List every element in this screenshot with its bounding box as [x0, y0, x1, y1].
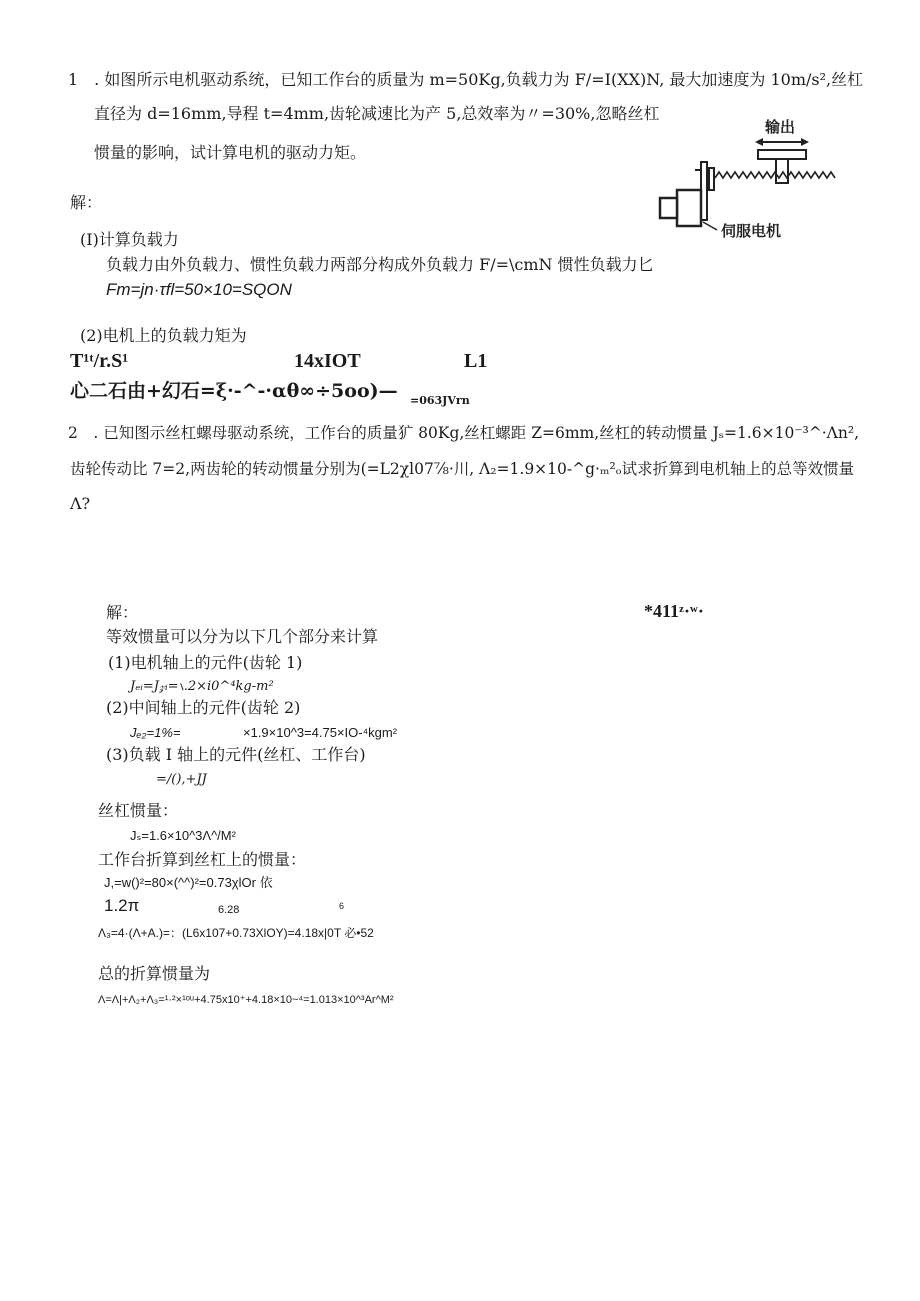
problem2-part1-formula: Jₑᵢ=J𝓏ᵢ=∖.2×i0^⁴kg-m² [130, 679, 274, 694]
problem2-screw-formula: Jₛ=1.6×10^3Λ^/M² [130, 828, 236, 843]
problem2-part2-formula-b: ×1.9×10^3=4.75×IO-⁴kgm² [243, 725, 398, 740]
problem2-line1: 2 . 已知图示丝杠螺母驱动系统，工作台的质量犷 80Kg,丝杠螺距 Z=6mm,丝杠的转动惯量 Jₛ=1.6×10⁻³^·Λn², [68, 424, 860, 442]
problem2-total-formula: Λ=Λ|+Λ₂+Λ₃=¹·²×¹ᵒᵘ+4.75x10⁺+4.18×10~⁴=1.013×10^³Ar^M² [98, 994, 394, 1006]
problem2-side-note: *411ᶻ·ʷ· [644, 601, 704, 621]
problem2-solution-label: 解： [106, 603, 139, 622]
problem2-table-label: 工作台折算到丝杠上的惯量： [98, 850, 307, 869]
problem1-step1-formula: Fm=jn·τfl=50×10=SQON [106, 280, 292, 299]
problem1-line1: 1 . 如图所示电机驱动系统，已知工作台的质量为 m=50Kg,负载力为 F/=I(XX)N, 最大加速度为 10m/s²,丝杠 [68, 70, 864, 89]
problem1-torque-b: 14xIOT [294, 350, 361, 372]
problem1-step1-title: (I)计算负载力 [80, 230, 179, 249]
problem2-total-label: 总的折算惯量为 [98, 964, 211, 983]
problem2-part2-title: (2)中间轴上的元件(齿轮 2) [106, 698, 301, 717]
problem1-solution-label: 解： [70, 193, 103, 212]
problem2-line3: Λ? [70, 494, 91, 513]
problem2-j3-formula: Λ₃=4·(Λ+A.)=：(L6x107+0.73XlOY)=4.18x|0T 必•52 [98, 926, 374, 940]
problem1-step1-text: 负载力由外负载力、惯性负载力两部分构成外负载力 F/=\cmN 惯性负载力匕 [106, 255, 654, 274]
gear-2 [709, 168, 714, 190]
problem2-table-formula: J,=w()²=80×(^^)²=0.73χlOr 依 [104, 875, 273, 890]
problem2-line2: 齿轮传动比 7=2,两齿轮的转动惯量分别为(=L2χl07⅞·川, Λ₂=1.9×10-^g·ₘ²ₒ试求折算到电机轴上的总等效惯量 [70, 460, 855, 478]
diagram-output-label: 输出 [765, 118, 796, 136]
problem1-torque-result: =063JVrn [410, 394, 470, 407]
servo-motor [677, 190, 701, 226]
servo-drive-diagram [655, 110, 850, 245]
problem2-screw-label: 丝杠惯量： [98, 801, 179, 820]
problem1-torque-line: 心二石由+幻石=ξ·-^-·αθ∞÷5oo)— [70, 380, 398, 402]
problem2-intro: 等效惯量可以分为以下几个部分来计算 [106, 627, 379, 646]
problem2-frac-mid: 6.28 [218, 904, 240, 916]
nut [776, 159, 788, 183]
problem2-frac-right: 6 [339, 901, 345, 911]
problem1-torque-c: L1 [464, 350, 488, 372]
diagram-motor-label: 伺服电机 [721, 222, 782, 240]
motor-end-cap [660, 198, 677, 218]
problem1-line3: 惯量的影响，试计算电机的驱动力矩。 [94, 143, 367, 162]
problem2-part3-formula: =/(),+JJ [156, 772, 207, 787]
problem2-part2-formula-a: Jₑ₂=1%= [130, 725, 181, 740]
problem1-line2: 直径为 d=16mm,导程 t=4mm,齿轮减速比为产 5,总效率为〃=30%,忽略丝杠 [94, 104, 660, 123]
problem1-step2-title: (2)电机上的负载力矩为 [80, 326, 247, 345]
worktable [758, 150, 806, 159]
problem2-part1-title: (1)电机轴上的元件(齿轮 1) [108, 653, 303, 672]
problem2-part3-title: (3)负载 I 轴上的元件(丝杠、工作台) [106, 745, 366, 764]
output-arrow-icon [755, 138, 809, 146]
problem2-frac-left: 1.2π [104, 896, 140, 915]
problem1-torque-a: T¹ᵗ/r.S¹ [70, 350, 129, 372]
